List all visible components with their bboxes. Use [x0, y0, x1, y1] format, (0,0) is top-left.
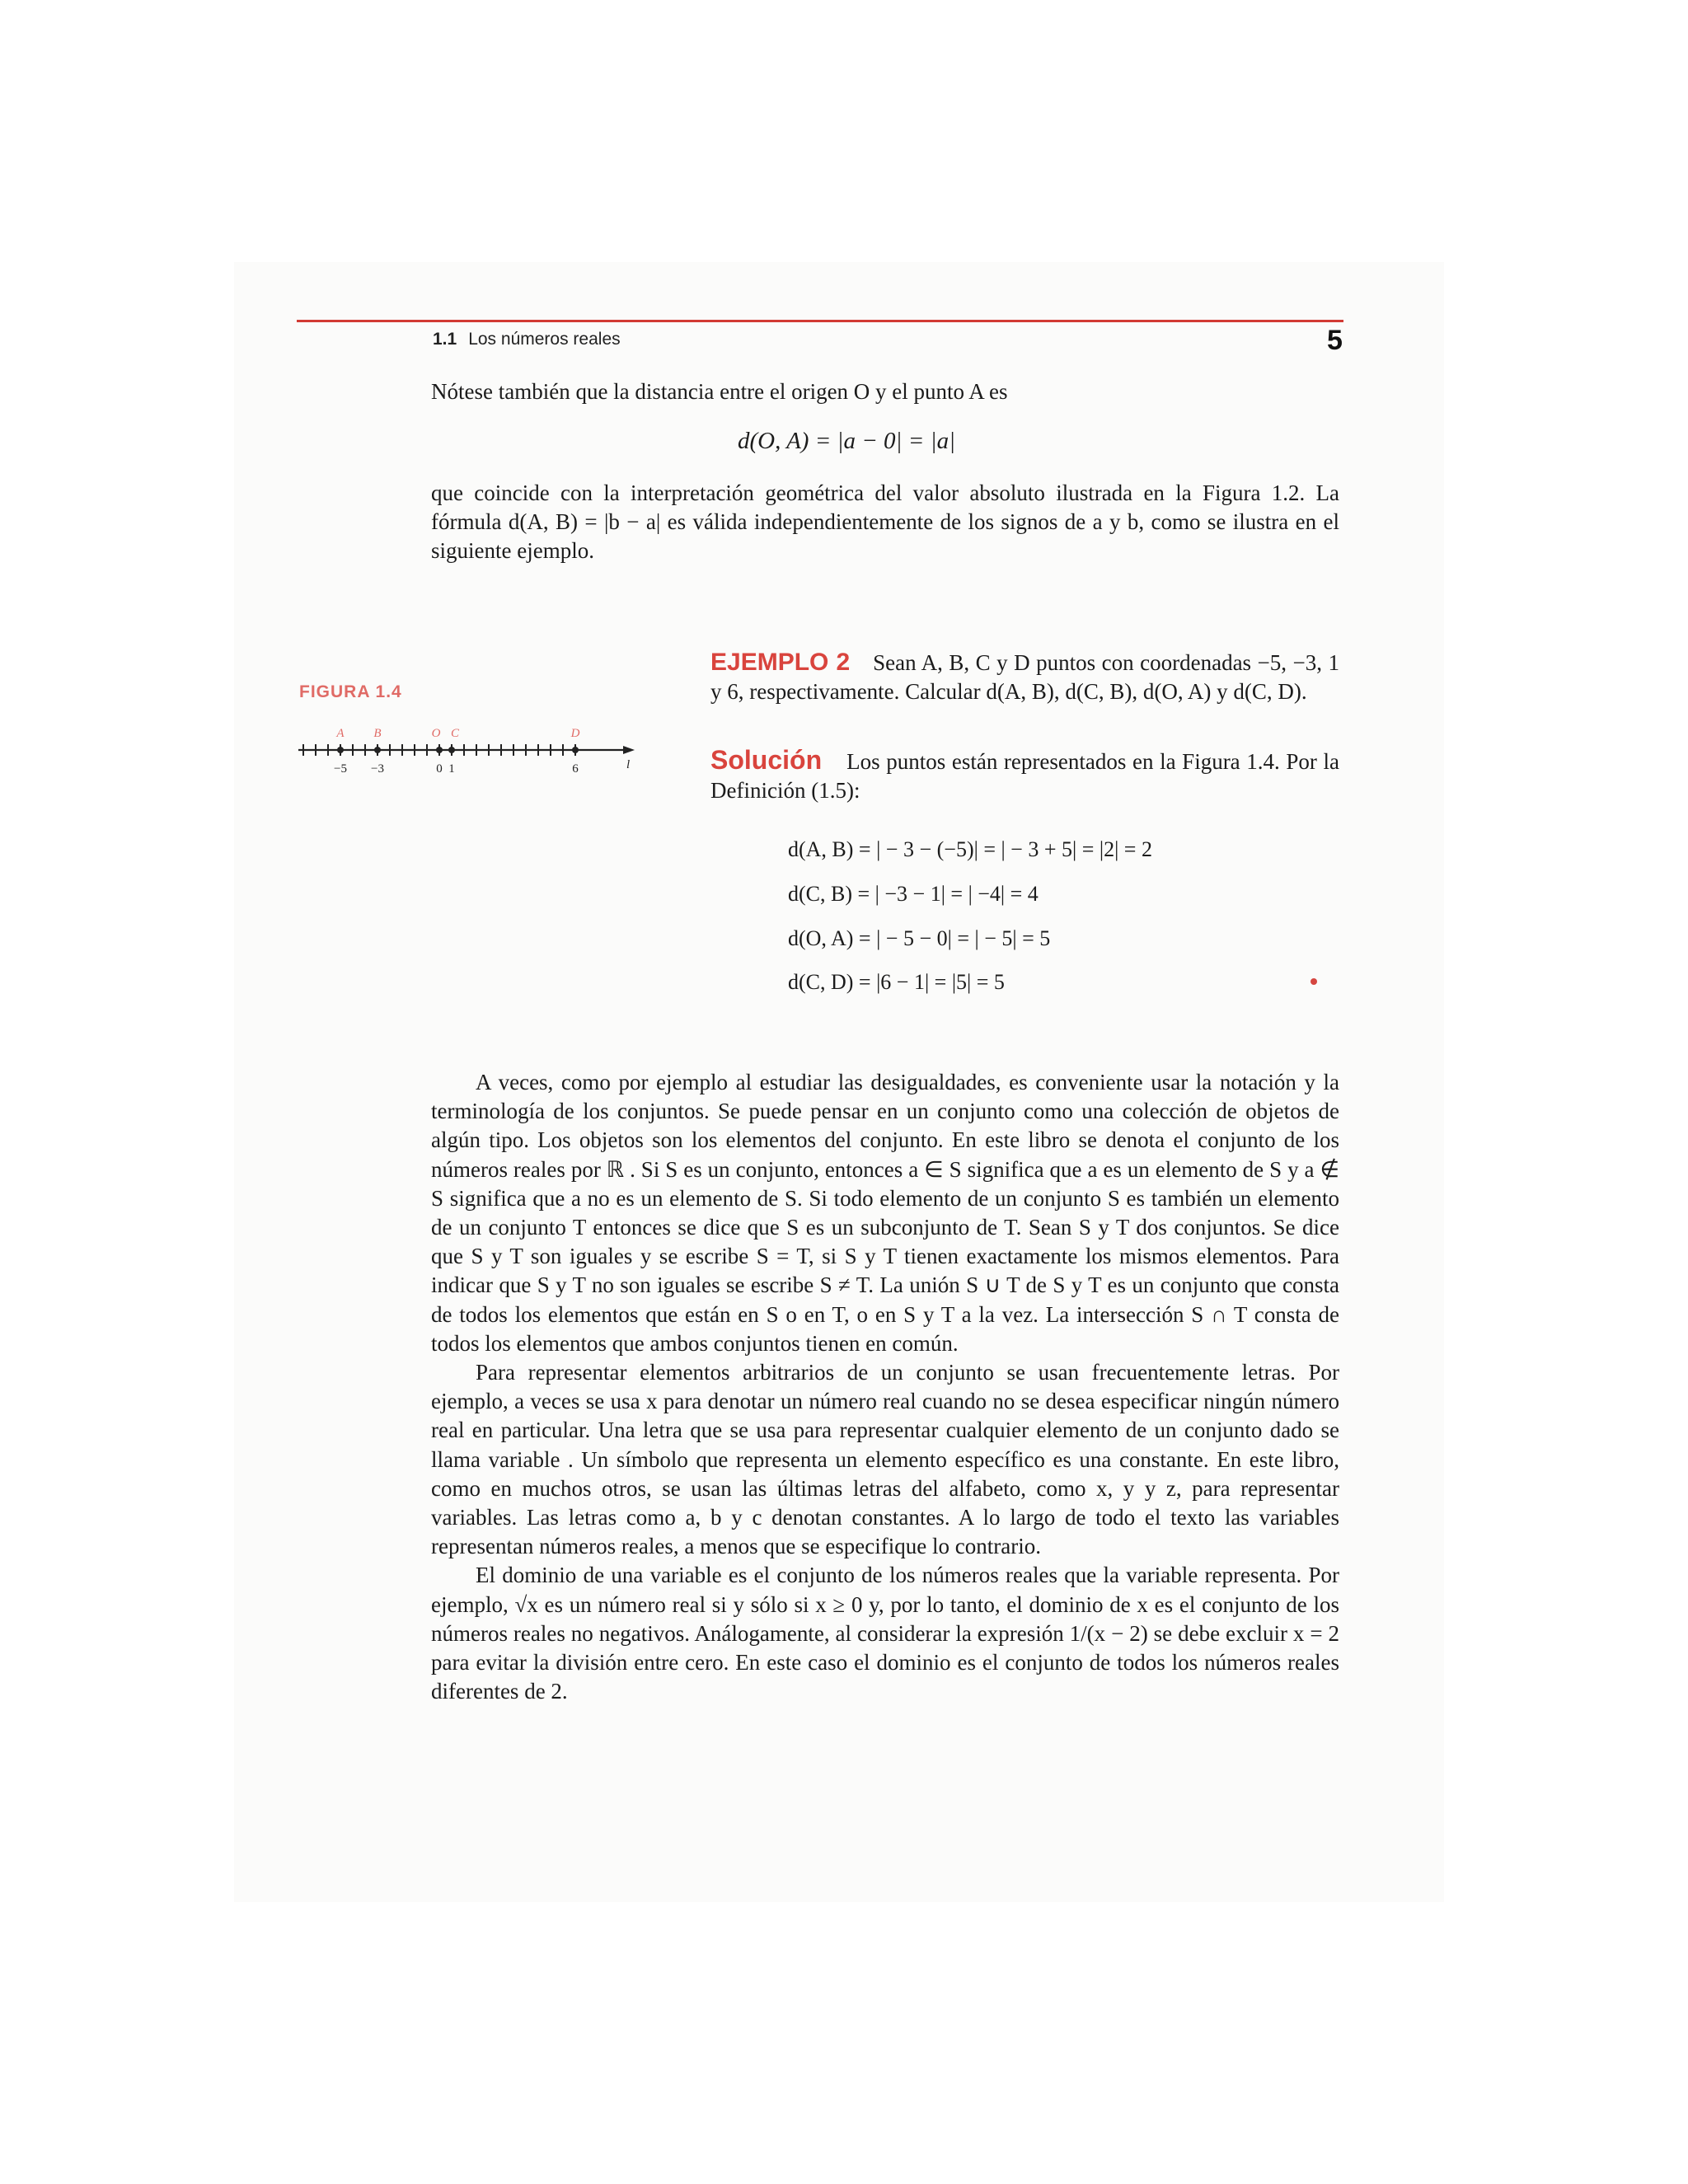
solution-heading: Solución: [710, 745, 823, 775]
intro-text-1: Nótese también que la distancia entre el origen O y el punto A es: [431, 379, 1008, 404]
calc-line-1: d(A, B) = | − 3 − (−5)| = | − 3 + 5| = |2| = 2: [788, 837, 1152, 861]
example-text: Sean A, B, C y D puntos con coordenadas −5, −3, 1 y 6, respectivamente. Calcular d(A, B), d(C, B), d(O, A) y d(C, D).: [710, 650, 1340, 704]
point-label-c: C: [450, 727, 460, 740]
example-block: [710, 648, 1339, 706]
tick-label-6: 6: [572, 762, 579, 776]
paragraph-domain: El dominio de una variable es el conjunto de los números reales que la variable representa. Por ejemplo, √x es un número real si y sólo si x ≥ 0 y, por lo tanto, el dominio de x es el conjunto de los números reales no negativos. Análogamente, al considerar la expresión 1/(x − 2) se debe excluir x = 2 para evitar la división entre cero. En este caso el dominio es el conjunto de todos los números reales diferentes de 2.: [431, 1563, 1339, 1704]
tick-label-minus5: −5: [334, 762, 347, 776]
tick-label-1: 1: [448, 762, 455, 776]
point-label-a: A: [336, 727, 345, 740]
header-rule: [297, 320, 1343, 322]
figure-label: FIGURA 1.4: [299, 682, 402, 701]
paragraph-variables: Para representar elementos arbitrarios de un conjunto se usan frecuentemente letras. Por ejemplo, a veces se usa x para denotar un número real cuando no se desea especificar ningún número real en particular. Una letra que se usa para representar cualquier elemento de un conjunto dado se llama variable . Un símbolo que representa un elemento específico es una constante. En este libro, como en muchos otros, se usan las últimas letras del alfabeto, como x, y y z, para representar variables. Las letras como a, b y c denotan constantes. A lo largo de todo el texto las variables representan números reales, a menos que se especifique lo contrario.: [431, 1360, 1339, 1559]
solution-text: Los puntos están representados en la Figura 1.4. Por la Definición (1.5):: [710, 749, 1339, 803]
calc-line-4: d(C, D) = |6 − 1| = |5| = 5: [788, 970, 1005, 994]
intro-line-2: [431, 479, 1339, 566]
section-title: Los números reales: [468, 330, 621, 349]
tick-label-0: 0: [436, 762, 443, 776]
tick-label-minus3: −3: [371, 762, 384, 776]
intro-text-2: que coincide con la interpretación geométrica del valor absoluto ilustrada en la Figura 1.2. La fórmula d(A, B) = |b − a| es válida independientemente de los signos de a y b, como se ilustra en el siguiente ejemplo.: [431, 480, 1339, 564]
point-label-b: B: [373, 727, 382, 740]
solution-block: [710, 746, 1339, 805]
section-number: 1.1: [433, 330, 457, 349]
intro-equation: d(O, A) = |a − 0| = |a|: [738, 428, 956, 454]
number-line-arrow: [623, 746, 635, 754]
page-number: 5: [1327, 325, 1343, 356]
paragraph-sets: A veces, como por ejemplo al estudiar las desigualdades, es conveniente usar la notación y la terminología de los conjuntos. Se puede pensar en un conjunto como una colección de objetos de algún tipo. Los objetos son los elementos del conjunto. En este libro se denota el conjunto de los números reales por ℝ . Si S es un conjunto, entonces a ∈ S significa que a es un elemento de S y a ∉ S significa que a no es un elemento de S. Si todo elemento de un conjunto S es también un elemento de un conjunto T entonces se dice que S es un subconjunto de T. Sean S y T dos conjuntos. Se dice que S y T son iguales y se escribe S = T, si S y T tienen exactamente los mismos elementos. Para indicar que S y T no son iguales se escribe S ≠ T. La unión S ∪ T de S y T es un conjunto que consta de todos los elementos que están en S o en T, o en S y T a la vez. La intersección S ∩ T consta de todos los elementos que ambos conjuntos tienen en común.: [431, 1070, 1339, 1356]
point-label-o: O: [431, 727, 441, 740]
intro-line-1: [431, 377, 1339, 406]
calc-line-3: d(O, A) = | − 5 − 0| = | − 5| = 5: [788, 926, 1051, 950]
axis-label-l: l: [626, 758, 631, 771]
number-line-figure: [297, 719, 643, 776]
calc-line-2: d(C, B) = | −3 − 1| = | −4| = 4: [788, 882, 1039, 906]
point-label-d: D: [570, 727, 580, 740]
example-heading: EJEMPLO 2: [710, 649, 851, 676]
end-of-example-marker: [1311, 978, 1317, 985]
running-header: [433, 330, 621, 349]
body-text: [431, 1068, 1339, 1706]
